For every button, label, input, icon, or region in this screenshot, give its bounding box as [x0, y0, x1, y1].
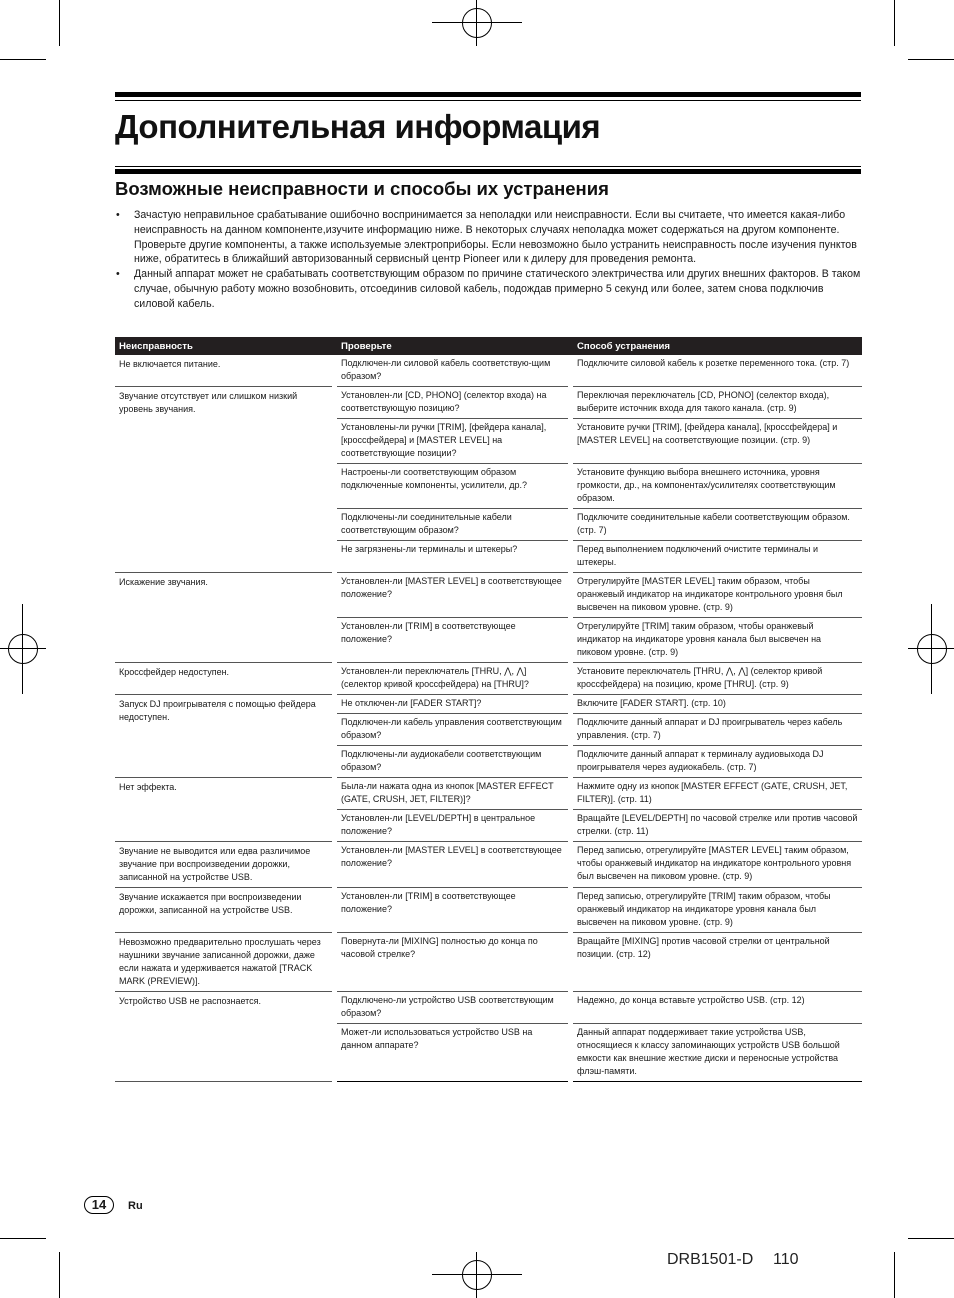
- remedy-cell: Подключите соединительные кабели соответствующим образом. (стр. 7): [571, 509, 863, 541]
- remedy-cell: Подключите данный аппарат к терминалу аудиовыхода DJ проигрывателя через аудиокабель. (стр. 7): [571, 746, 863, 778]
- crop-mark: [894, 1252, 895, 1298]
- remedy-cell: Установите функцию выбора внешнего источника, уровня громкости, др., на компонентах/усилителях соответствующим образом.: [571, 464, 863, 509]
- check-cell: Установлен-ли [TRIM] в соответствующее положение?: [335, 618, 571, 663]
- problem-cell: Звучание отсутствует или слишком низкий уровень звучания.: [115, 387, 335, 573]
- check-cell: Подключен-ли силовой кабель соответствую-щим образом?: [335, 355, 571, 387]
- table-row: [115, 933, 862, 992]
- remedy-cell: Вращайте [LEVEL/DEPTH] по часовой стрелке или против часовой стрелки. (стр. 11): [571, 810, 863, 842]
- remedy-cell: Подключите данный аппарат и DJ проигрыватель через кабель управления. (стр. 7): [571, 714, 863, 746]
- table-row: [115, 387, 862, 419]
- table-row: [115, 663, 862, 695]
- page-title: Дополнительная информация: [115, 108, 601, 145]
- remedy-cell: Включите [FADER START]. (стр. 10): [571, 695, 863, 714]
- remedy-cell: Подключите силовой кабель к розетке переменного тока. (стр. 7): [571, 355, 863, 387]
- problem-cell: Кроссфейдер недоступен.: [115, 663, 335, 695]
- registration-mark-icon: [462, 1260, 492, 1290]
- problem-cell: Запуск DJ проигрывателя с помощью фейдера недоступен.: [115, 695, 335, 778]
- check-cell: Подключены-ли соединительные кабели соответствующим образом?: [335, 509, 571, 541]
- section-title: Возможные неисправности и способы их устранения: [115, 178, 609, 199]
- check-cell: Установлен-ли [TRIM] в соответствующее положение?: [335, 888, 571, 933]
- intro-item: • Данный аппарат может не срабатывать соответствующим образом по причине статического электричества или других внешних факторов. В таком случае, обычную работу можно возобновить, отсоединив силовой кабель, подождав примерно 5 секунд или более, затем снова подключив силовой кабель.: [115, 267, 861, 311]
- problem-cell: Не включается питание.: [115, 355, 335, 387]
- problem-cell: Невозможно предварительно прослушать через наушники звучание записанной дорожки, даже если нажата и удерживается нажатой [TRACK MARK (PREVIEW)].: [115, 933, 335, 992]
- page-number: 14: [84, 1196, 114, 1214]
- check-cell: Установлен-ли [MASTER LEVEL] в соответствующее положение?: [335, 573, 571, 618]
- doc-page-number: 110: [773, 1251, 799, 1268]
- table-row: [115, 778, 862, 810]
- title-rule-top: [115, 92, 861, 97]
- table-row: [115, 695, 862, 714]
- remedy-cell: Установите ручки [TRIM], [фейдера канала], [кроссфейдера] и [MASTER LEVEL] на соответствующие позиции. (стр. 9): [571, 419, 863, 464]
- header-problem: Неисправность: [115, 337, 335, 355]
- registration-mark-icon: [917, 634, 947, 664]
- table-body: [115, 355, 862, 1082]
- crop-mark: [908, 59, 954, 60]
- check-cell: Подключены-ли аудиокабели соответствующим образом?: [335, 746, 571, 778]
- crop-mark: [59, 0, 60, 46]
- check-cell: Установлен-ли [CD, PHONO] (селектор входа) на соответствующую позицию?: [335, 387, 571, 419]
- check-cell: Не отключен-ли [FADER START]?: [335, 695, 571, 714]
- title-rule-top-thin: [115, 100, 861, 101]
- table-row: [115, 842, 862, 888]
- problem-cell: Звучание искажается при воспроизведении дорожки, записанной на устройстве USB.: [115, 888, 335, 933]
- table-header-row: [115, 337, 862, 355]
- check-cell: Установлен-ли [LEVEL/DEPTH] в центральное положение?: [335, 810, 571, 842]
- remedy-cell: Отрегулируйте [TRIM] таким образом, чтобы оранжевый индикатор на индикаторе уровня канала был высвечен на пиковом уровне. (стр. 9): [571, 618, 863, 663]
- check-cell: Была-ли нажата одна из кнопок [MASTER EFFECT (GATE, CRUSH, JET, FILTER)]?: [335, 778, 571, 810]
- problem-cell: Звучание не выводится или едва различимое звучание при воспроизведении дорожки, записанной на устройстве USB.: [115, 842, 335, 888]
- remedy-cell: Данный аппарат поддерживает такие устройства USB, относящиеся к классу запоминающих устройств USB большой емкости как внешние жесткие диски и переносные устройства флэш-памяти.: [571, 1024, 863, 1082]
- intro-list: [115, 208, 861, 312]
- problem-cell: Нет эффекта.: [115, 778, 335, 842]
- intro-item: • Зачастую неправильное срабатывание ошибочно воспринимается за неполадки или неисправности. Если вы считаете, что имеется какая-либо неисправность на данном компоненте,изучите информацию ниже. В некоторых случаях неполадка может содержаться на другом компоненте. Проверьте другие компоненты, а также используемые электроприборы. Если невозможно было устранить неисправность после изучения пунктов ниже, обратитесь в ближайший авторизованный сервисный центр Pioneer или к дилеру для проведения ремонта.: [115, 208, 861, 267]
- check-cell: Установлен-ли [MASTER LEVEL] в соответствующее положение?: [335, 842, 571, 888]
- remedy-cell: Надежно, до конца вставьте устройство USB. (стр. 12): [571, 992, 863, 1024]
- registration-mark-icon: [8, 634, 38, 664]
- remedy-cell: Установите переключатель [THRU, ⋀, ⋀] (селектор кривой кроссфейдера) на позицию, кроме [THRU]. (стр. 9): [571, 663, 863, 695]
- header-remedy: Способ устранения: [571, 337, 863, 355]
- doc-id: DRB1501-D: [667, 1251, 754, 1268]
- remedy-cell: Перед записью, отрегулируйте [TRIM] таким образом, чтобы оранжевый индикатор на индикаторе уровня канала был высвечен на пиковом уровне. (стр. 9): [571, 888, 863, 933]
- troubleshooting-table: [115, 337, 862, 1082]
- remedy-cell: Нажмите одну из кнопок [MASTER EFFECT (GATE, CRUSH, JET, FILTER)]. (стр. 11): [571, 778, 863, 810]
- remedy-cell: Отрегулируйте [MASTER LEVEL] таким образом, чтобы оранжевый индикатор на индикаторе контрольного уровня был высвечен на пиковом уровне. (стр. 9): [571, 573, 863, 618]
- remedy-cell: Переключая переключатель [CD, PHONO] (селектор входа), выберите источник входа для такого канала. (стр. 9): [571, 387, 863, 419]
- crop-mark: [0, 59, 46, 60]
- table-row: [115, 355, 862, 387]
- check-cell: Подключено-ли устройство USB соответствующим образом?: [335, 992, 571, 1024]
- title-rule-bottom: [115, 169, 861, 174]
- table-row: [115, 992, 862, 1024]
- check-cell: Установлены-ли ручки [TRIM], [фейдера канала], [кроссфейдера] и [MASTER LEVEL] на соответствующие позиции?: [335, 419, 571, 464]
- crop-mark: [59, 1252, 60, 1298]
- problem-cell: Искажение звучания.: [115, 573, 335, 663]
- remedy-cell: Перед записью, отрегулируйте [MASTER LEVEL] таким образом, чтобы оранжевый индикатор на индикаторе контрольного уровня был высвечен на пиковом уровне. (стр. 9): [571, 842, 863, 888]
- table-row: [115, 573, 862, 618]
- registration-mark-icon: [462, 8, 492, 38]
- remedy-cell: Перед выполнением подключений очистите терминалы и штекеры.: [571, 541, 863, 573]
- table-row: [115, 888, 862, 933]
- crop-mark: [894, 0, 895, 46]
- crop-mark: [0, 1238, 46, 1239]
- check-cell: Может-ли использоваться устройство USB на данном аппарате?: [335, 1024, 571, 1082]
- problem-cell: Устройство USB не распознается.: [115, 992, 335, 1082]
- check-cell: Повернута-ли [MIXING] полностью до конца по часовой стрелке?: [335, 933, 571, 992]
- remedy-cell: Вращайте [MIXING] против часовой стрелки от центральной позиции. (стр. 12): [571, 933, 863, 992]
- title-rule-bottom-thin: [115, 166, 861, 167]
- crop-mark: [908, 1238, 954, 1239]
- check-cell: Настроены-ли соответствующим образом подключенные компоненты, усилители, др.?: [335, 464, 571, 509]
- language-code: Ru: [128, 1200, 143, 1212]
- check-cell: Подключен-ли кабель управления соответствующим образом?: [335, 714, 571, 746]
- check-cell: Установлен-ли переключатель [THRU, ⋀, ⋀] (селектор кривой кроссфейдера) на [THRU]?: [335, 663, 571, 695]
- header-check: Проверьте: [335, 337, 571, 355]
- check-cell: Не загрязнены-ли терминалы и штекеры?: [335, 541, 571, 573]
